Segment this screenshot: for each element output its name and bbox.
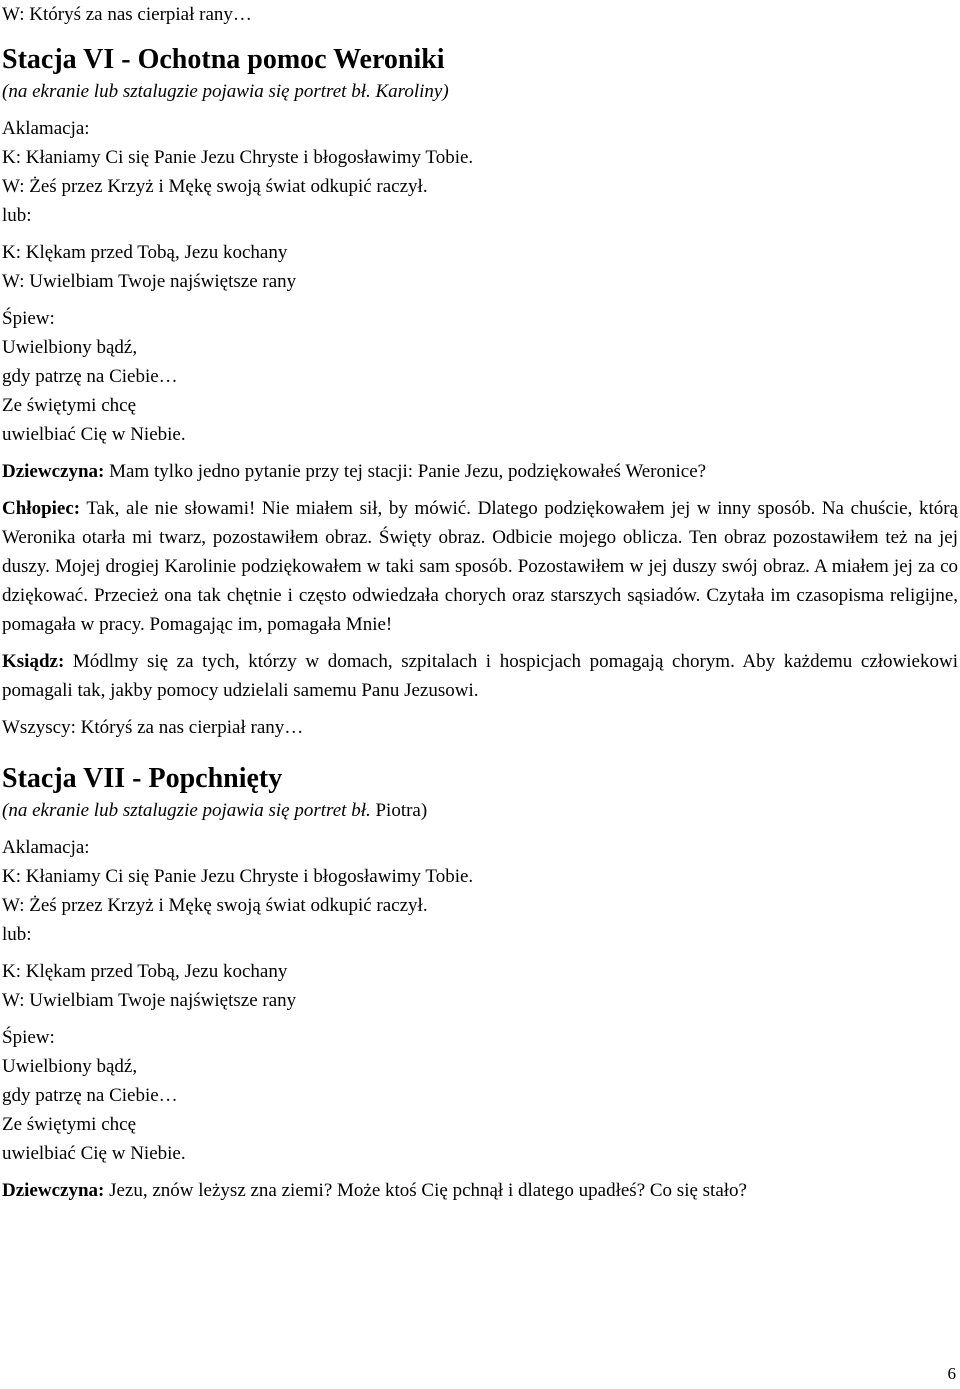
girl-question [2, 1176, 958, 1205]
station-vii [2, 762, 958, 1205]
station-subtitle [2, 796, 958, 825]
spiew-label: Śpiew: [2, 1027, 55, 1048]
alt-k: K: Klękam przed Tobą, Jezu kochany [2, 242, 288, 263]
boy-answer [2, 494, 958, 639]
document-page [2, 0, 958, 1205]
spiew-label: Śpiew: [2, 308, 55, 329]
alt-k: K: Klękam przed Tobą, Jezu kochany [2, 961, 288, 982]
aklamacja-label: Aklamacja: [2, 118, 90, 139]
spiew-line: uwielbiać Cię w Niebie. [2, 424, 186, 445]
alt-w: W: Uwielbiam Twoje najświętsze rany [2, 271, 297, 292]
aklamacja-k: K: Kłaniamy Ci się Panie Jezu Chryste i błogosławimy Tobie. [2, 147, 474, 168]
all-response: Wszyscy: Któryś za nas cierpiał rany… [2, 717, 304, 738]
spiew-line: Uwielbiony bądź, [2, 1056, 138, 1077]
girl-text: Mam tylko jedno pytanie przy tej stacji: Panie Jezu, podziękowałeś Weronice? [104, 461, 707, 482]
station-title: Stacja VI - Ochotna pomoc Weroniki [2, 44, 445, 75]
girl-question [2, 457, 958, 486]
lub-label: lub: [2, 205, 32, 226]
spiew-line: Ze świętymi chcę [2, 395, 137, 416]
spiew-line: Uwielbiony bądź, [2, 337, 138, 358]
girl-text: Jezu, znów leżysz zna ziemi? Może ktoś Cię pchnął i dlatego upadłeś? Co się stało? [104, 1180, 747, 1201]
subtitle-normal: Piotra) [370, 800, 428, 821]
aklamacja-k: K: Kłaniamy Ci się Panie Jezu Chryste i błogosławimy Tobie. [2, 866, 474, 887]
station-title: Stacja VII - Popchnięty [2, 763, 283, 794]
priest-text: Módlmy się za tych, którzy w domach, szpitalach i hospicjach pomagają chorym. Aby każdemu człowiekowi pomagali tak, jakby pomocy udzielali samemu Panu Jezusowi. [2, 651, 958, 701]
speaker-girl: Dziewczyna: [2, 461, 105, 482]
top-line: W: Któryś za nas cierpiał rany… [2, 4, 252, 25]
speaker-girl: Dziewczyna: [2, 1180, 105, 1201]
spiew-line: gdy patrzę na Ciebie… [2, 1085, 178, 1106]
aklamacja-label: Aklamacja: [2, 837, 90, 858]
alt-w: W: Uwielbiam Twoje najświętsze rany [2, 990, 297, 1011]
boy-text: Tak, ale nie słowami! Nie miałem sił, by mówić. Dlatego podziękowałem jej w inny sposób. Na chuście, którą Weronika otarła mi twarz, pozostawiłem obraz. Święty obraz. Odbicie mojego oblicza. Ten obraz pozostawiłem też na jej duszy. Mojej drogiej Karolinie podziękowałem w taki sam sposób. Pozostawiłem w jej duszy swój obraz. A miałem jej za co dziękować. Przecież ona tak chętnie i często odwiedzała chorych oraz starszych sąsiadów. Czytała im czasopisma religijne, pomagała w pracy. Pomagając im, pomagała Mnie! [2, 498, 958, 635]
lub-label: lub: [2, 924, 32, 945]
priest-prayer [2, 647, 958, 705]
speaker-boy: Chłopiec: [2, 498, 81, 519]
subtitle-italic: (na ekranie lub sztalugzie pojawia się portret bł. [2, 800, 371, 821]
aklamacja-w: W: Żeś przez Krzyż i Mękę swoją świat odkupić raczył. [2, 895, 428, 916]
spiew-line: gdy patrzę na Ciebie… [2, 366, 178, 387]
aklamacja-w: W: Żeś przez Krzyż i Mękę swoją świat odkupić raczył. [2, 176, 428, 197]
station-subtitle [2, 77, 958, 106]
subtitle-italic: (na ekranie lub sztalugzie pojawia się portret bł. Karoliny) [2, 81, 449, 102]
spiew-line: Ze świętymi chcę [2, 1114, 137, 1135]
spiew-line: uwielbiać Cię w Niebie. [2, 1143, 186, 1164]
speaker-priest: Ksiądz: [2, 651, 65, 672]
station-vi [2, 43, 958, 742]
page-number: 6 [947, 1364, 956, 1383]
